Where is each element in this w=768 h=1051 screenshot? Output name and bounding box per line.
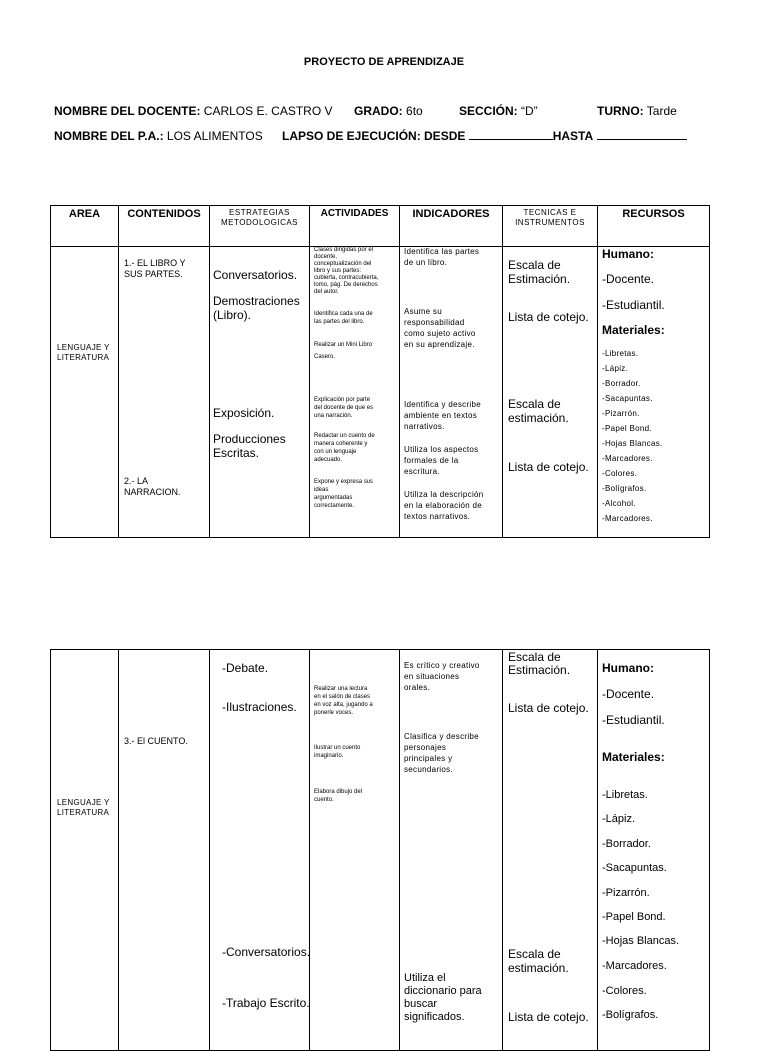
indicadores-cell: Es crítico y creativo en situaciones orales. Clasifica y describe personajes principales y secundarios. Utiliza el diccionario para buscar significados. (404, 661, 482, 1023)
lapso-field (282, 129, 687, 143)
turno-field (597, 104, 677, 118)
grado-field (354, 104, 423, 118)
turno-value: Tarde (646, 104, 677, 118)
table-header-row (51, 206, 710, 247)
actividades-cell: Clases dirigidas por el docente, conceptualización del libro y sus partes: cubierta, contracubierta, lomo, pág. De derechos del autor. Identifica cada una de las partes del libro. Realizar un Mini Libro Casero. Explicación por parte del docente de que es una narración. Redactar un cuento de manera coherente y con un lenguaje adecuado. Expone y expresa sus ideas argumentadas correctamente. (314, 247, 379, 509)
grado-value: 6to (406, 104, 423, 118)
col-area: AREA (68, 208, 101, 220)
grado-label: GRADO: (354, 104, 403, 118)
actividades-cell: Realizar una lectura en el salón de clases en voz alta, jugando a ponerle voces. Ilustrar un cuento imaginario. Elabora dibujo del cuento. (314, 686, 373, 803)
docente-field (54, 104, 333, 118)
area-cell: LENGUAJE Y LITERATURA (57, 798, 110, 817)
plan-table-1 (50, 205, 710, 538)
col-actividades: ACTIVIDADES (320, 208, 389, 219)
col-indicadores: INDICADORES (412, 208, 490, 220)
col-contenidos: CONTENIDOS (127, 208, 201, 220)
table-row (51, 650, 710, 1051)
area-cell: LENGUAJE Y LITERATURA (57, 343, 110, 362)
col-estrategias: ESTRATEGIAS METODOLOGICAS (220, 208, 299, 227)
plan-table-2 (50, 649, 710, 1051)
col-tecnicas: TECNICAS E INSTRUMENTOS (515, 208, 585, 227)
recursos-cell: Humano: -Docente. -Estudiantil. Materiales: -Libretas. -Lápiz. -Borrador. -Sacapuntas. -Pizarrón. -Papel Bond. -Hojas Blancas. -Marcadores. -Colores. -Bolígrafos. -Alcohol. -Marcadores. (602, 247, 665, 523)
tecnicas-cell: Escala de Estimación. Lista de cotejo. Escala de estimación. Lista de cotejo. (508, 258, 589, 474)
contenidos-cell: 1.- EL LIBRO Y SUS PARTES. 2.- LA NARRACION. (124, 258, 186, 497)
col-recursos: RECURSOS (622, 208, 685, 220)
seccion-value: “D” (521, 104, 538, 118)
pa-value: LOS ALIMENTOS (166, 129, 263, 143)
docente-value: CARLOS E. CASTRO V (203, 104, 333, 118)
recursos-cell: Humano: -Docente. -Estudiantil. Materiales: -Libretas. -Lápiz. -Borrador. -Sacapuntas. -Pizarrón. -Papel Bond. -Hojas Blancas. -Marcadores. -Colores. -Bolígrafos. (602, 661, 680, 1021)
tecnicas-cell: Escala de Estimación. Lista de cotejo. Escala de estimación. Lista de cotejo. (508, 650, 589, 1024)
indicadores-cell: Identifica las partes de un libro. Asume su responsabilidad como sujeto activo en su aprendizaje. Identifica y describe ambiente en textos narrativos. Utiliza los aspectos formales de la escritura. Utiliza la descripción en la elaboración de textos narrativos. (404, 247, 484, 521)
page-title: PROYECTO DE APRENDIZAJE (303, 56, 465, 68)
seccion-label: SECCIÓN: (459, 104, 518, 118)
pa-label: NOMBRE DEL P.A.: (54, 129, 164, 143)
lapso-label: LAPSO DE EJECUCIÓN: DESDE (282, 129, 466, 143)
contenidos-cell: 3.- El CUENTO. (124, 736, 188, 746)
pa-field (54, 129, 263, 143)
desde-blank-line (469, 129, 553, 140)
estrategias-cell: Conversatorios. Demostraciones (Libro). Exposición. Producciones Escritas. (213, 268, 300, 460)
hasta-label: HASTA (552, 129, 594, 143)
estrategias-cell: -Debate. -Ilustraciones. -Conversatorios. -Trabajo Escrito. (222, 661, 311, 1010)
seccion-field (459, 104, 538, 118)
hasta-blank-line (597, 129, 687, 140)
docente-label: NOMBRE DEL DOCENTE: (54, 104, 201, 118)
turno-label: TURNO: (597, 104, 644, 118)
table-row (51, 247, 710, 538)
